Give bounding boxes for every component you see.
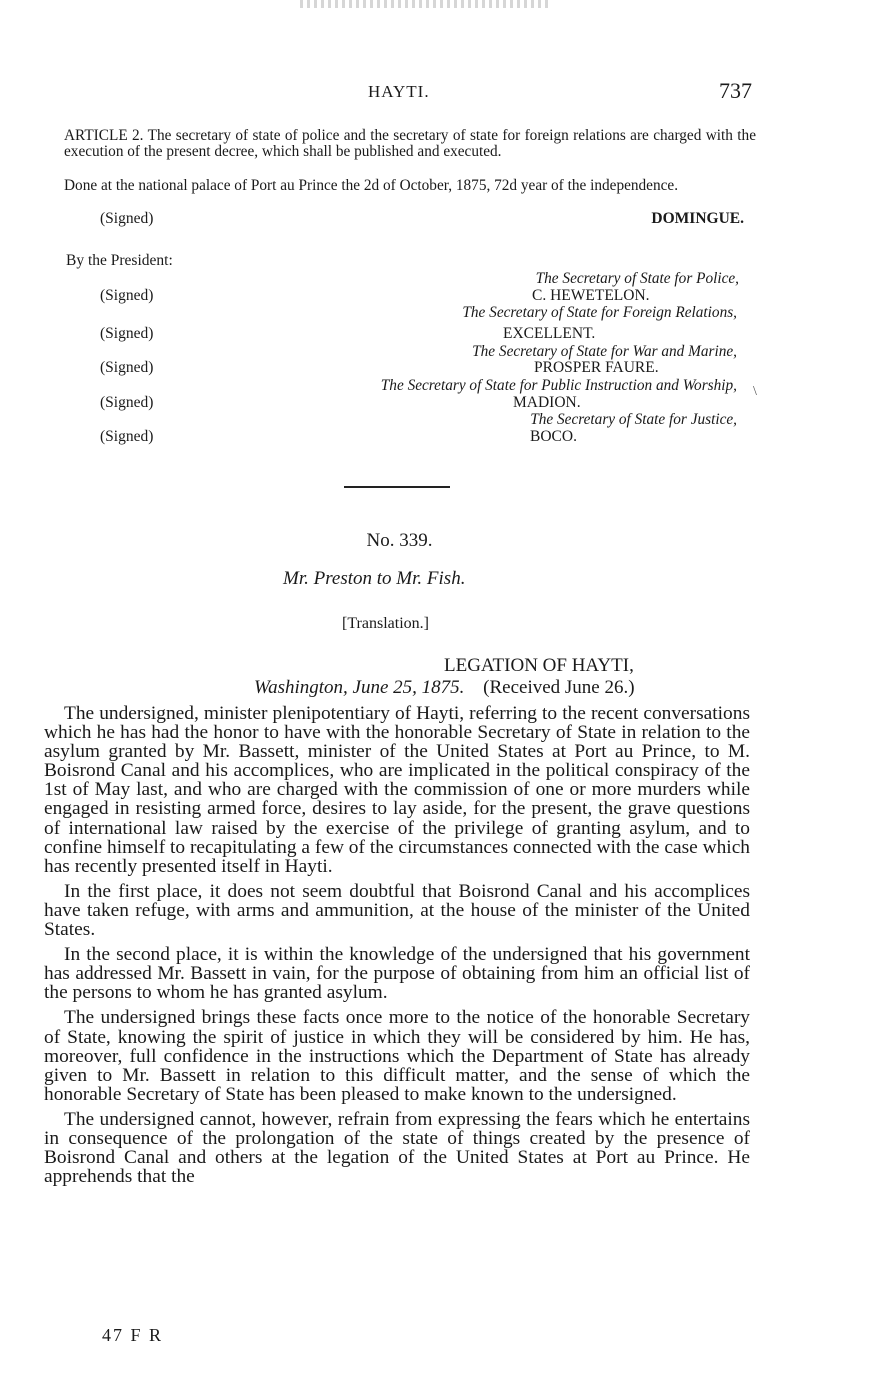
paragraph: The undersigned cannot, however, refrain from expressing the fears which he entertains in consequence of the prolongation of the state of things created by the presence of Boisrond Canal and others at the legation of the United States at Port au Prince. He apprehends that the <box>44 1108 750 1188</box>
paragraph: In the second place, it is within the knowledge of the undersigned that his government has addressed Mr. Bassett in vain, for the purpose of obtaining from him an official list of the persons to whom he has granted asylum. <box>44 944 750 1004</box>
secretary-title-foreign: The Secretary of State for Foreign Relations, <box>462 304 737 321</box>
secretary-name-justice: BOCO. <box>530 428 577 445</box>
running-head: HAYTI. <box>368 82 430 101</box>
secretary-signed-foreign: (Signed) <box>100 325 154 342</box>
page-header <box>60 78 760 108</box>
dateline-received: (Received June 26.) <box>483 677 635 698</box>
secretary-title-war: The Secretary of State for War and Marine, <box>472 343 737 360</box>
by-president-text: By the President: <box>66 252 173 269</box>
printer-signature-mark: 47 F R <box>102 1325 164 1345</box>
translation-note: [Translation.] <box>342 615 429 632</box>
secretary-name-war: PROSPER FAURE. <box>534 359 659 376</box>
signed-label: (Signed) <box>100 210 154 227</box>
done-at-text: Done at the national palace of Port au Prince the 2d of October, 1875, 72d year of the independence. <box>64 177 679 194</box>
document-number: No. 339. <box>366 530 433 551</box>
president-name: DOMINGUE. <box>651 210 744 227</box>
letter-body <box>44 704 750 1192</box>
secretary-signed-instruction: (Signed) <box>100 394 154 411</box>
article-2 <box>64 128 756 159</box>
paragraph: The undersigned brings these facts once more to the notice of the honorable Secretary of State, knowing the spirit of justice in which they will be considered by him. He has, moreover, full confidence in the instructions which the Department of State has already given to Mr. Bassett in relation to this difficult matter, and the sense of which the honorable Secretary of State has been pleased to make known to the undersigned. <box>44 1007 750 1105</box>
article-2-text: ARTICLE 2. The secretary of state of police and the secretary of state for foreign relations are charged with the execution of the present decree, which shall be published and executed. <box>64 127 756 160</box>
document-title: Mr. Preston to Mr. Fish. <box>283 568 466 589</box>
secretary-name-police: C. HEWETELON. <box>532 287 650 304</box>
secretary-title-police: The Secretary of State for Police, <box>535 270 739 287</box>
secretary-title-justice: The Secretary of State for Justice, <box>530 411 737 428</box>
secretary-name-instruction: MADION. <box>513 394 581 411</box>
dateline <box>254 677 635 699</box>
secretary-signed-war: (Signed) <box>100 359 154 376</box>
secretary-signed-justice: (Signed) <box>100 428 154 445</box>
done-at <box>64 178 756 194</box>
legation-heading: LEGATION OF HAYTI, <box>444 655 634 676</box>
scan-artifact <box>300 0 550 8</box>
secretary-signed-police: (Signed) <box>100 287 154 304</box>
paragraph: The undersigned, minister plenipotentiary of Hayti, referring to the recent conversations which he has had the honor to have with the honorable Secretary of State in relation to the asylum granted by Mr. Bassett, minister of the United States at Port au Prince, to M. Boisrond Canal and his accomplices, who are implicated in the political conspiracy of the 1st of May last, and who are charged with the commission of one or more murders while engaged in resisting armed force, desires to lay aside, for the present, the grave questions of international law raised by the exercise of the privilege of granting asylum, and to confine himself to recapitulating a few of the circumstances connected with the case which has recently presented itself in Hayti. <box>44 703 750 877</box>
margin-mark: \ <box>753 384 757 399</box>
page-number: 737 <box>719 78 752 103</box>
section-divider <box>344 486 450 488</box>
dateline-place: Washington, June 25, 1875. <box>254 677 465 698</box>
secretary-title-instruction: The Secretary of State for Public Instruction and Worship, <box>380 377 737 394</box>
paragraph: In the first place, it does not seem doubtful that Boisrond Canal and his accomplices have taken refuge, with arms and ammunition, at the house of the minister of the United States. <box>44 880 750 941</box>
by-president <box>66 252 746 270</box>
secretary-name-foreign: EXCELLENT. <box>503 325 596 342</box>
